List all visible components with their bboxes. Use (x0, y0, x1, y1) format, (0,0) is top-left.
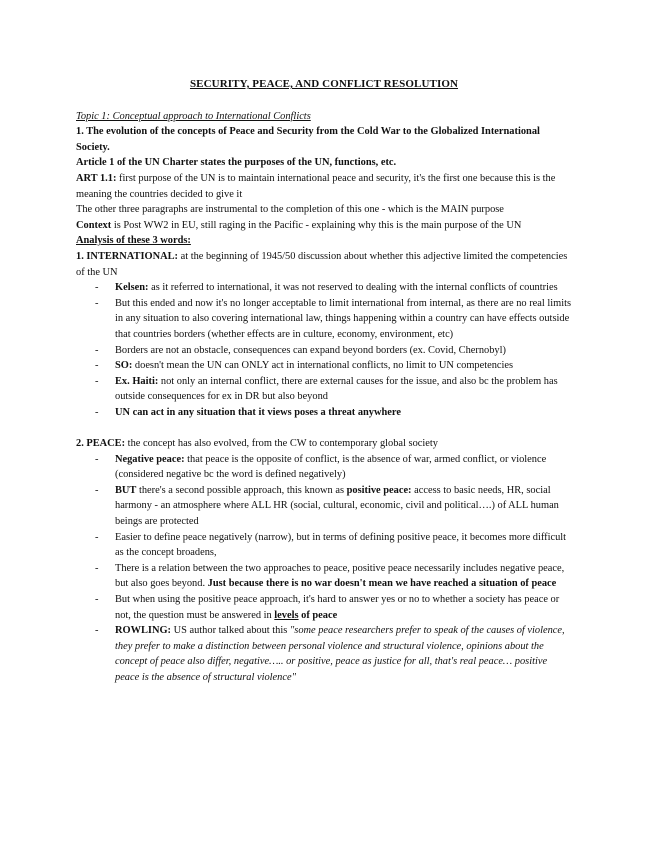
list-item (76, 452, 572, 483)
international-label: 1. INTERNATIONAL: (76, 250, 178, 262)
bullet-text: But this ended and now it's no longer acceptable to limit international from internal, as there are no real limits in any situation to also covering international law, things happening within a country can have effects outside that countries borders (whether effects are in culture, economy, environment, etc) (115, 297, 572, 340)
bullet-text: that peace is the opposite of conflict, is the absence of war, armed conflict, or violence (considered negative bc the word is defined negatively) (115, 453, 547, 481)
bullet-text: There is a relation between the two approaches to peace, positive peace necessarily includes negative peace, but also goes beyond. (115, 562, 565, 590)
list-item (76, 530, 572, 561)
bullet-text: But when using the positive peace approach, it's hard to answer yes or no to whether a society has peace or not, the question must be answered in (115, 594, 560, 621)
list-item (76, 280, 572, 296)
bullet-label: Ex. Haiti: (115, 375, 159, 387)
bullet-label: Kelsen: (115, 282, 149, 294)
peace-bullet-list (76, 452, 572, 686)
art-1-1-text: first purpose of the UN is to maintain international peace and security, it's the first one because this is the meaning the countries decided to give it (76, 172, 556, 200)
international-bullet-list (76, 280, 572, 420)
list-item (76, 296, 572, 343)
list-item (76, 358, 572, 374)
bullet-emphasis: Just because there is no war doesn't mean we have reached a situation of peace (207, 578, 557, 590)
context-paragraph (76, 218, 572, 234)
topic-heading: Topic 1: Conceptual approach to International Conflicts (76, 110, 311, 122)
bullet-label: ROWLING: (115, 625, 171, 637)
bullet-text: Easier to define peace negatively (narrow), but in terms of defining positive peace, it becomes more difficult as the concept broadens, (115, 531, 567, 559)
bullet-text: there's a second possible approach, this known as (136, 484, 347, 496)
list-item (76, 374, 572, 405)
other-paragraphs-text: The other three paragraphs are instrumental to the completion of this one - which is the MAIN purpose (76, 204, 504, 216)
international-paragraph (76, 249, 572, 280)
paragraph-gap (76, 420, 572, 436)
art-1-1-paragraph (76, 171, 572, 202)
international-text: at the beginning of 1945/50 discussion about whether this adjective limited the competencies of the UN (76, 250, 568, 278)
bullet-text: Borders are not an obstacle, consequences can expand beyond borders (ex. Covid, Chernobyl) (115, 344, 506, 356)
context-label: Context (76, 219, 112, 231)
list-item (76, 343, 572, 359)
peace-label: 2. PEACE: (76, 438, 126, 450)
analysis-heading: Analysis of these 3 words: (76, 235, 191, 247)
list-item (76, 405, 572, 421)
bullet-label: UN can act in any situation that it views poses a threat anywhere (115, 406, 401, 418)
bullet-label: positive peace: (346, 484, 412, 496)
peace-text: the concept has also evolved, from the CW to contemporary global society (125, 438, 438, 450)
list-item (76, 483, 572, 530)
bullet-label: BUT (115, 484, 137, 496)
list-item (76, 561, 572, 592)
art-1-1-label: ART 1.1: (76, 172, 117, 184)
bullet-text: doesn't mean the UN can ONLY act in international conflicts, no limit to UN competencies (132, 360, 514, 372)
document-body (76, 77, 572, 686)
list-item (76, 623, 572, 685)
levels-emphasis: levels (274, 609, 299, 621)
bullet-label: Negative peace: (115, 453, 185, 465)
context-text: is Post WW2 in EU, still raging in the Pacific - explaining why this is the main purpose of the UN (111, 219, 522, 231)
list-item (76, 592, 572, 623)
bullet-text: as it referred to international, it was not reserved to dealing with the internal conflicts of countries (148, 282, 558, 294)
bullet-text: access to basic needs, HR, social harmony - an atmosphere where ALL HR (social, cultural, economic, civil and political….) of ALL human beings are protected (115, 484, 559, 528)
bullet-emphasis: of peace (298, 609, 338, 621)
document-title: SECURITY, PEACE, AND CONFLICT RESOLUTION (189, 78, 459, 90)
peace-paragraph (76, 436, 572, 452)
bullet-text: not only an internal conflict, there are external causes for the issue, and also bc the problem has outside consequences for ex in DR but also beyond (115, 375, 558, 403)
article-heading: Article 1 of the UN Charter states the purposes of the UN, functions, etc. (76, 157, 397, 169)
section-heading: 1. The evolution of the concepts of Peace and Security from the Cold War to the Globalized International Society. (76, 126, 540, 153)
bullet-label: SO: (115, 360, 133, 372)
rowling-quote: "some peace researchers prefer to speak of the causes of violence, they prefer to make a distinction between personal violence and structural violence, opinions about the concept of peace also differ, negative….. or positive, peace as justice for all, that's real peace… positive peace is the absence of structural violence" (115, 625, 565, 683)
bullet-text: US author talked about this (171, 625, 290, 637)
